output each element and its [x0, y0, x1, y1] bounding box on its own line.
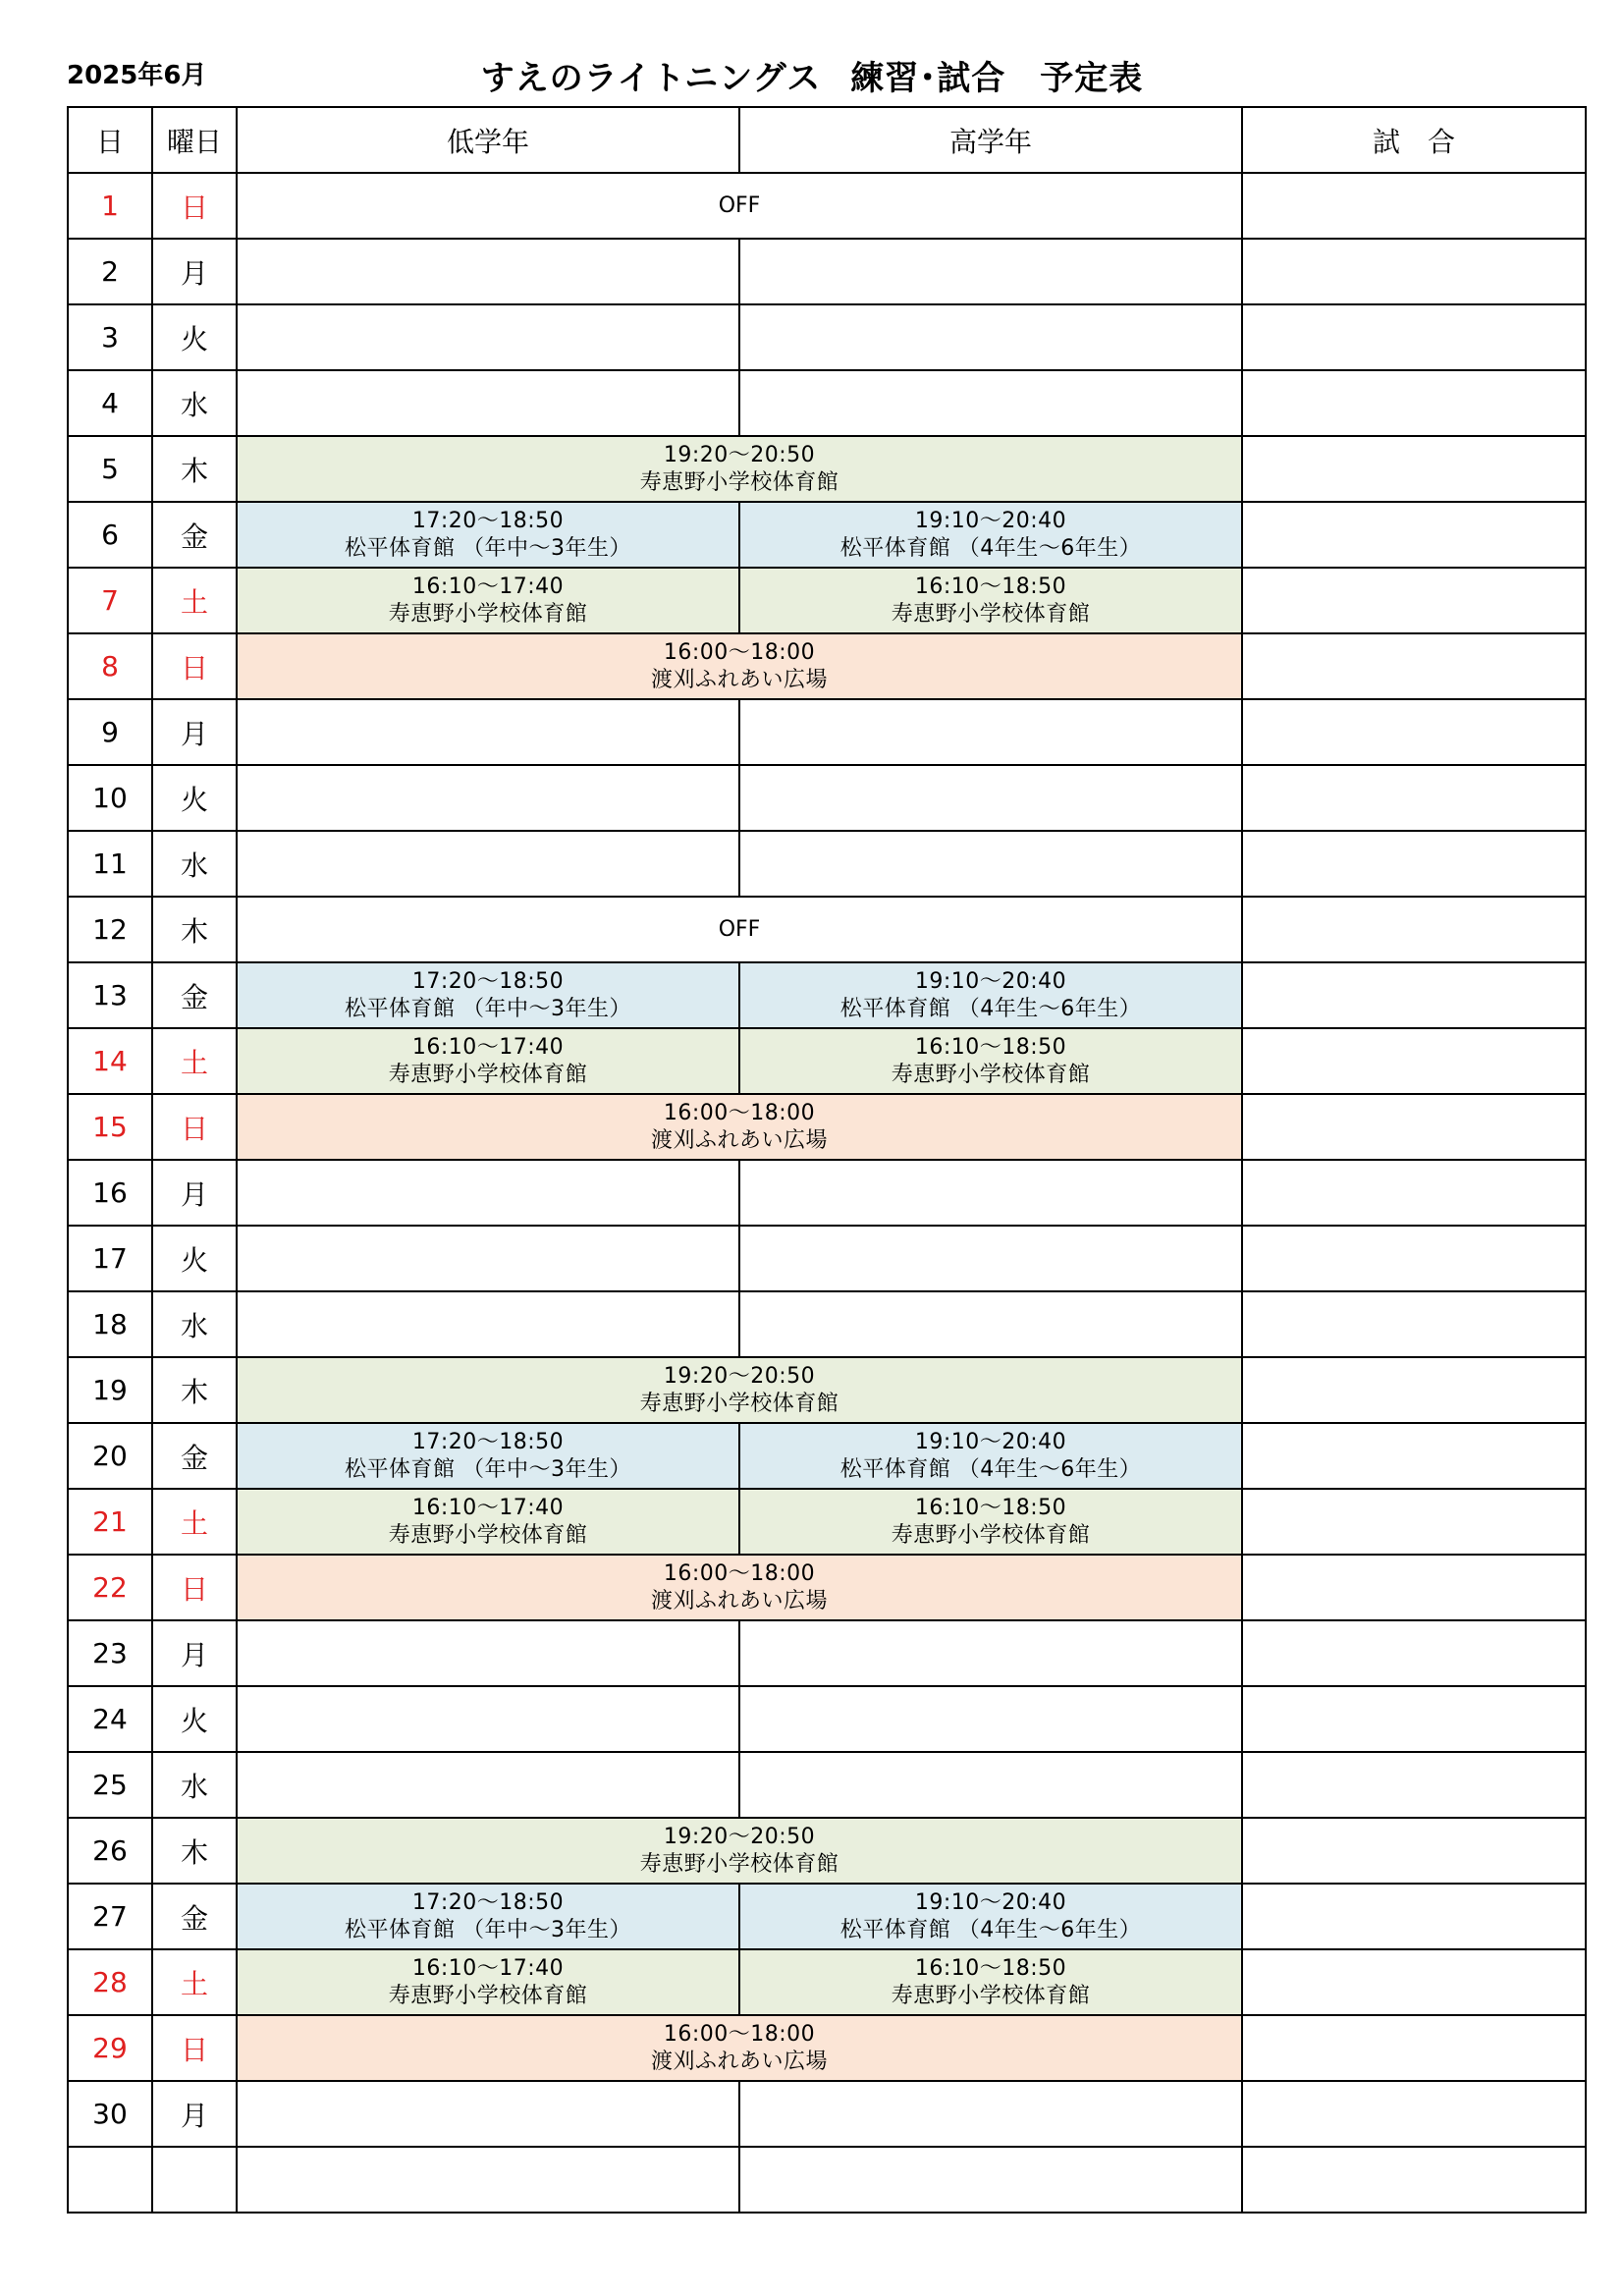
day-cell: 11 [68, 831, 152, 897]
page-title [0, 51, 1624, 99]
practice-place: 寿恵野小学校体育館 [639, 469, 839, 495]
weekday-cell: 日 [152, 173, 237, 239]
table-row [68, 436, 1586, 502]
practice-place: 寿恵野小学校体育館 [891, 601, 1091, 627]
practice-place: 松平体育館 （年中～3年生） [345, 996, 631, 1021]
weekday-cell: 水 [152, 1291, 237, 1357]
practice-time: 16:10～17:40 [411, 574, 565, 599]
practice-cell-upper [739, 568, 1242, 633]
table-row [68, 1489, 1586, 1555]
match-cell [1242, 1489, 1586, 1555]
table-row [68, 831, 1586, 897]
weekday-cell: 金 [152, 1423, 237, 1489]
match-cell [1242, 1094, 1586, 1160]
match-cell [1242, 1884, 1586, 1949]
practice-place: 松平体育館 （4年生～6年生） [839, 535, 1142, 561]
practice-time: 17:20～18:50 [411, 968, 565, 994]
day-cell: 13 [68, 962, 152, 1028]
practice-cell-merged [237, 1357, 1242, 1423]
day-cell: 16 [68, 1160, 152, 1226]
practice-time: 16:00～18:00 [663, 1100, 816, 1125]
lower-cell [237, 2147, 739, 2213]
table-row [68, 568, 1586, 633]
weekday-cell: 月 [152, 239, 237, 304]
practice-time: 19:20～20:50 [663, 1824, 816, 1849]
practice-time: 19:10～20:40 [914, 508, 1067, 533]
practice-time: 19:10～20:40 [914, 1889, 1067, 1915]
col-header-lower: 低学年 [237, 107, 739, 173]
match-cell [1242, 304, 1586, 370]
match-cell [1242, 962, 1586, 1028]
weekday-cell: 木 [152, 1818, 237, 1884]
match-cell [1242, 1686, 1586, 1752]
lower-cell [237, 239, 739, 304]
practice-place: 渡刈ふれあい広場 [650, 1127, 828, 1153]
schedule-body [68, 173, 1586, 2213]
day-cell: 2 [68, 239, 152, 304]
col-header-upper: 高学年 [739, 107, 1242, 173]
practice-cell-lower [237, 1489, 739, 1555]
lower-cell [237, 1160, 739, 1226]
practice-cell-upper [739, 1884, 1242, 1949]
practice-cell-upper [739, 1028, 1242, 1094]
practice-place: 松平体育館 （4年生～6年生） [839, 996, 1142, 1021]
table-row [68, 765, 1586, 831]
day-cell: 1 [68, 173, 152, 239]
weekday-cell: 火 [152, 1226, 237, 1291]
upper-cell [739, 1291, 1242, 1357]
day-cell: 12 [68, 897, 152, 962]
table-row [68, 1752, 1586, 1818]
match-cell [1242, 1620, 1586, 1686]
weekday-cell [152, 2147, 237, 2213]
day-cell: 27 [68, 1884, 152, 1949]
team-name: すえのライトニングス [480, 59, 822, 98]
practice-cell-upper [739, 1949, 1242, 2015]
practice-cell-lower [237, 1028, 739, 1094]
practice-cell-upper [739, 962, 1242, 1028]
weekday-cell: 日 [152, 633, 237, 699]
table-row [68, 1423, 1586, 1489]
lower-cell [237, 1686, 739, 1752]
upper-cell [739, 699, 1242, 765]
practice-time: 16:10～18:50 [914, 1495, 1067, 1520]
practice-cell-merged [237, 436, 1242, 502]
day-cell: 8 [68, 633, 152, 699]
practice-time: 16:10～18:50 [914, 574, 1067, 599]
weekday-cell: 日 [152, 1094, 237, 1160]
weekday-cell: 月 [152, 2081, 237, 2147]
match-cell [1242, 1357, 1586, 1423]
schedule-table [67, 106, 1587, 2214]
practice-place: 寿恵野小学校体育館 [388, 1983, 588, 2008]
match-cell [1242, 502, 1586, 568]
day-cell: 5 [68, 436, 152, 502]
day-cell: 23 [68, 1620, 152, 1686]
upper-cell [739, 239, 1242, 304]
lower-cell [237, 2081, 739, 2147]
practice-cell-merged [237, 1555, 1242, 1620]
practice-place: 寿恵野小学校体育館 [891, 1062, 1091, 1087]
upper-cell [739, 370, 1242, 436]
weekday-cell: 土 [152, 1489, 237, 1555]
lower-cell [237, 1291, 739, 1357]
practice-place: 松平体育館 （年中～3年生） [345, 1456, 631, 1482]
practice-cell-lower [237, 1884, 739, 1949]
practice-cell-lower [237, 502, 739, 568]
practice-time: 19:20～20:50 [663, 442, 816, 467]
practice-cell-merged [237, 633, 1242, 699]
day-cell: 7 [68, 568, 152, 633]
practice-time: 17:20～18:50 [411, 508, 565, 533]
practice-cell-lower [237, 1949, 739, 2015]
table-row [68, 173, 1586, 239]
lower-cell [237, 1620, 739, 1686]
weekday-cell: 土 [152, 568, 237, 633]
practice-cell-lower [237, 962, 739, 1028]
weekday-cell: 金 [152, 1884, 237, 1949]
off-cell: OFF [237, 173, 1242, 239]
practice-cell-lower [237, 1423, 739, 1489]
match-cell [1242, 1818, 1586, 1884]
practice-time: 16:00～18:00 [663, 2021, 816, 2047]
practice-place: 松平体育館 （年中～3年生） [345, 535, 631, 561]
weekday-cell: 水 [152, 1752, 237, 1818]
practice-place: 寿恵野小学校体育館 [388, 601, 588, 627]
day-cell: 24 [68, 1686, 152, 1752]
match-cell [1242, 239, 1586, 304]
month-label: 2025年6月 [67, 61, 207, 90]
practice-place: 渡刈ふれあい広場 [650, 2049, 828, 2074]
weekday-cell: 日 [152, 2015, 237, 2081]
practice-place: 寿恵野小学校体育館 [639, 1851, 839, 1877]
practice-cell-merged [237, 2015, 1242, 2081]
day-cell: 14 [68, 1028, 152, 1094]
practice-time: 17:20～18:50 [411, 1889, 565, 1915]
weekday-cell: 土 [152, 1949, 237, 2015]
table-row [68, 2081, 1586, 2147]
day-cell: 26 [68, 1818, 152, 1884]
weekday-cell: 日 [152, 1555, 237, 1620]
match-cell [1242, 370, 1586, 436]
match-cell [1242, 2147, 1586, 2213]
day-cell: 9 [68, 699, 152, 765]
weekday-cell: 木 [152, 1357, 237, 1423]
upper-cell [739, 1686, 1242, 1752]
table-row [68, 1094, 1586, 1160]
table-row [68, 239, 1586, 304]
match-cell [1242, 633, 1586, 699]
table-row [68, 633, 1586, 699]
day-cell: 22 [68, 1555, 152, 1620]
practice-cell-merged [237, 1818, 1242, 1884]
practice-time: 17:20～18:50 [411, 1429, 565, 1454]
practice-cell-upper [739, 1489, 1242, 1555]
match-cell [1242, 568, 1586, 633]
table-row [68, 1884, 1586, 1949]
practice-cell-merged [237, 1094, 1242, 1160]
upper-cell [739, 1620, 1242, 1686]
day-cell: 25 [68, 1752, 152, 1818]
table-row [68, 699, 1586, 765]
day-cell: 17 [68, 1226, 152, 1291]
match-cell [1242, 831, 1586, 897]
table-row [68, 2147, 1586, 2213]
table-row [68, 1160, 1586, 1226]
day-cell: 18 [68, 1291, 152, 1357]
practice-cell-upper [739, 1423, 1242, 1489]
upper-cell [739, 1226, 1242, 1291]
weekday-cell: 火 [152, 765, 237, 831]
match-cell [1242, 2081, 1586, 2147]
match-cell [1242, 897, 1586, 962]
day-cell: 30 [68, 2081, 152, 2147]
lower-cell [237, 699, 739, 765]
practice-time: 16:00～18:00 [663, 1560, 816, 1586]
day-cell: 6 [68, 502, 152, 568]
weekday-cell: 金 [152, 502, 237, 568]
practice-place: 寿恵野小学校体育館 [388, 1062, 588, 1087]
upper-cell [739, 831, 1242, 897]
upper-cell [739, 1752, 1242, 1818]
practice-place: 寿恵野小学校体育館 [891, 1522, 1091, 1548]
weekday-cell: 木 [152, 897, 237, 962]
weekday-cell: 月 [152, 699, 237, 765]
practice-place: 寿恵野小学校体育館 [891, 1983, 1091, 2008]
practice-place: 松平体育館 （年中～3年生） [345, 1917, 631, 1942]
table-row [68, 962, 1586, 1028]
lower-cell [237, 304, 739, 370]
off-cell: OFF [237, 897, 1242, 962]
practice-time: 16:10～17:40 [411, 1955, 565, 1981]
weekday-cell: 木 [152, 436, 237, 502]
match-cell [1242, 699, 1586, 765]
weekday-cell: 金 [152, 962, 237, 1028]
practice-time: 19:20～20:50 [663, 1363, 816, 1389]
col-header-match: 試 合 [1242, 107, 1586, 173]
table-row [68, 1818, 1586, 1884]
practice-time: 16:10～18:50 [914, 1955, 1067, 1981]
match-cell [1242, 1752, 1586, 1818]
lower-cell [237, 1752, 739, 1818]
match-cell [1242, 765, 1586, 831]
match-cell [1242, 1028, 1586, 1094]
day-cell: 28 [68, 1949, 152, 2015]
table-row [68, 1291, 1586, 1357]
table-row [68, 1028, 1586, 1094]
practice-place: 渡刈ふれあい広場 [650, 667, 828, 692]
day-cell: 29 [68, 2015, 152, 2081]
practice-cell-lower [237, 568, 739, 633]
table-row [68, 1620, 1586, 1686]
match-cell [1242, 173, 1586, 239]
match-cell [1242, 1949, 1586, 2015]
lower-cell [237, 831, 739, 897]
practice-place: 寿恵野小学校体育館 [388, 1522, 588, 1548]
match-cell [1242, 2015, 1586, 2081]
day-cell [68, 2147, 152, 2213]
table-row [68, 897, 1586, 962]
match-cell [1242, 1160, 1586, 1226]
table-row [68, 1686, 1586, 1752]
practice-time: 19:10～20:40 [914, 1429, 1067, 1454]
table-row [68, 304, 1586, 370]
upper-cell [739, 2081, 1242, 2147]
match-cell [1242, 436, 1586, 502]
weekday-cell: 火 [152, 1686, 237, 1752]
day-cell: 20 [68, 1423, 152, 1489]
weekday-cell: 月 [152, 1620, 237, 1686]
lower-cell [237, 1226, 739, 1291]
day-cell: 15 [68, 1094, 152, 1160]
practice-time: 19:10～20:40 [914, 968, 1067, 994]
header-row [68, 107, 1586, 173]
match-cell [1242, 1555, 1586, 1620]
practice-time: 16:00～18:00 [663, 639, 816, 665]
col-header-day: 日 [68, 107, 152, 173]
col-header-dow: 曜日 [152, 107, 237, 173]
weekday-cell: 水 [152, 370, 237, 436]
table-row [68, 370, 1586, 436]
practice-cell-upper [739, 502, 1242, 568]
match-cell [1242, 1291, 1586, 1357]
table-row [68, 1949, 1586, 2015]
upper-cell [739, 1160, 1242, 1226]
practice-place: 寿恵野小学校体育館 [639, 1391, 839, 1416]
upper-cell [739, 304, 1242, 370]
table-row [68, 502, 1586, 568]
schedule-title: 練習･試合 予定表 [850, 59, 1144, 98]
match-cell [1242, 1226, 1586, 1291]
practice-place: 渡刈ふれあい広場 [650, 1588, 828, 1613]
day-cell: 4 [68, 370, 152, 436]
practice-place: 松平体育館 （4年生～6年生） [839, 1917, 1142, 1942]
day-cell: 3 [68, 304, 152, 370]
lower-cell [237, 765, 739, 831]
day-cell: 21 [68, 1489, 152, 1555]
practice-time: 16:10～17:40 [411, 1034, 565, 1060]
match-cell [1242, 1423, 1586, 1489]
upper-cell [739, 2147, 1242, 2213]
upper-cell [739, 765, 1242, 831]
lower-cell [237, 370, 739, 436]
table-row [68, 1357, 1586, 1423]
weekday-cell: 火 [152, 304, 237, 370]
practice-time: 16:10～17:40 [411, 1495, 565, 1520]
weekday-cell: 水 [152, 831, 237, 897]
practice-time: 16:10～18:50 [914, 1034, 1067, 1060]
weekday-cell: 月 [152, 1160, 237, 1226]
weekday-cell: 土 [152, 1028, 237, 1094]
day-cell: 10 [68, 765, 152, 831]
day-cell: 19 [68, 1357, 152, 1423]
practice-place: 松平体育館 （4年生～6年生） [839, 1456, 1142, 1482]
table-row [68, 1555, 1586, 1620]
table-row [68, 1226, 1586, 1291]
table-row [68, 2015, 1586, 2081]
